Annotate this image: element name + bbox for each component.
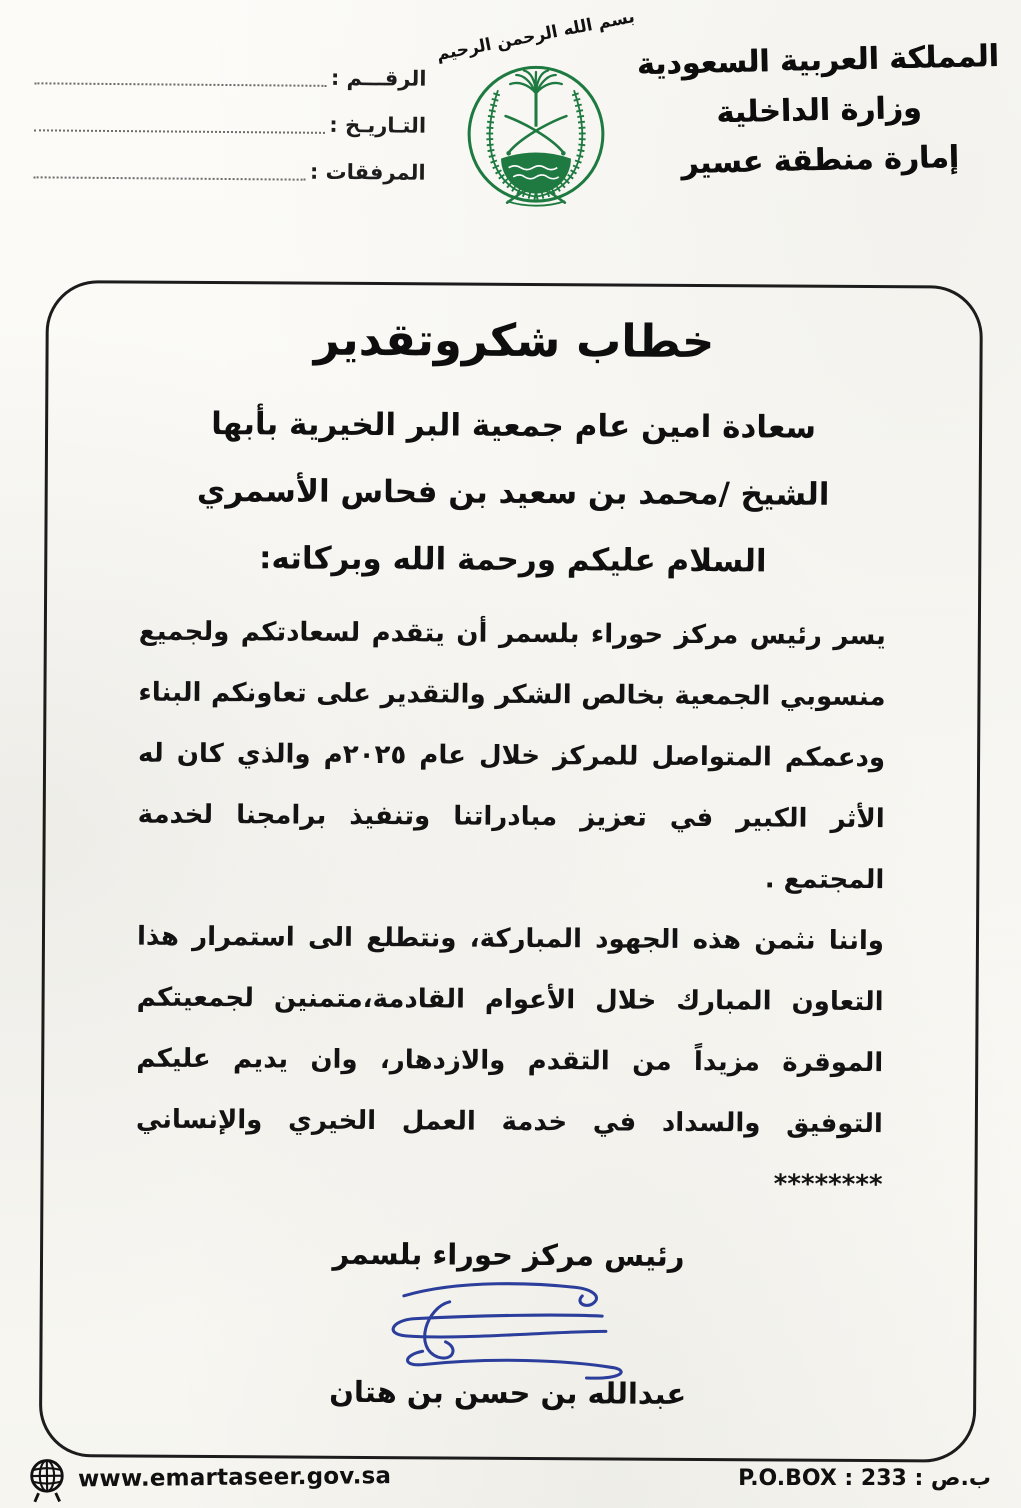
salutation-line: السلام عليكم ورحمة الله وبركاته:: [258, 540, 767, 580]
website-url: www.emartaseer.gov.sa: [77, 1463, 392, 1493]
footer: [0, 1454, 1021, 1502]
letter-border-box: [39, 280, 983, 1463]
pobox-text: P.O.BOX : 233 : ص.ب: [738, 1465, 991, 1491]
letter-title: خطاب شكروتقدير: [313, 312, 715, 369]
attachments-dotted-line: [34, 162, 306, 180]
attachments-label: المرفقات :: [309, 159, 426, 185]
letter-body: [135, 602, 886, 1217]
addressee-block: [139, 391, 887, 597]
field-date: [28, 109, 426, 138]
org-line-ministry: وزارة الداخلية: [716, 90, 922, 131]
reference-fields: [27, 62, 426, 206]
addressee-line-1: سعادة امين عام جمعية البر الخيرية بأبها: [211, 406, 817, 446]
addressee-line-2: الشيخ /محمد بن سعيد بن فحاس الأسمري: [196, 472, 830, 513]
field-number: [28, 62, 426, 91]
date-dotted-line: [34, 115, 325, 134]
signatory-name: عبدالله بن حسن بن هتان: [329, 1374, 687, 1411]
globe-icon: [26, 1455, 69, 1503]
org-line-emirate: إمارة منطقة عسير: [680, 139, 960, 182]
field-attachments: [28, 156, 426, 185]
footer-website: [26, 1452, 392, 1504]
header-center: [416, 6, 656, 212]
body-paragraph-1: يسر رئيس مركز حوراء بلسمر أن يتقدم لسعادتكم ولجميع منسوبي الجمعية بخالص الشكر والتقدير على تعاونكم البناء ودعمكم المتواصل للمركز خلال عام ٢٠٢٥م والذي كان له الأثر الكبير في تعزيز مبادراتنا وتنفيذ برامجنا لخدمة المجتمع .: [137, 616, 886, 896]
body-paragraph-2: واننا نثمن هذه الجهود المباركة، ونتطلع الى استمرار هذا التعاون المبارك خلال الأعوام القادمة،متمنين لجمعيتكم الموقرة مزيداً من التقدم والازدهار، وان يديم عليكم التوفيق والسداد في خدمة العمل الخيري والإنساني ********: [135, 921, 885, 1201]
handwritten-signature: [338, 1267, 679, 1393]
number-label: الرقـــم :: [330, 65, 427, 91]
org-header: [621, 32, 1016, 191]
signature-block: [134, 1236, 882, 1413]
signatory-role: رئيس مركز حوراء بلسمر: [332, 1236, 685, 1273]
date-label: التـاريـخ :: [329, 112, 427, 138]
org-line-country: المملكة العربية السعودية: [636, 38, 1000, 83]
bismillah-calligraphy: بسم الله الرحمن الرحيم: [435, 6, 637, 66]
footer-pobox: [738, 1466, 991, 1491]
ministry-of-interior-emblem-icon: [460, 52, 612, 212]
number-dotted-line: [34, 68, 327, 87]
